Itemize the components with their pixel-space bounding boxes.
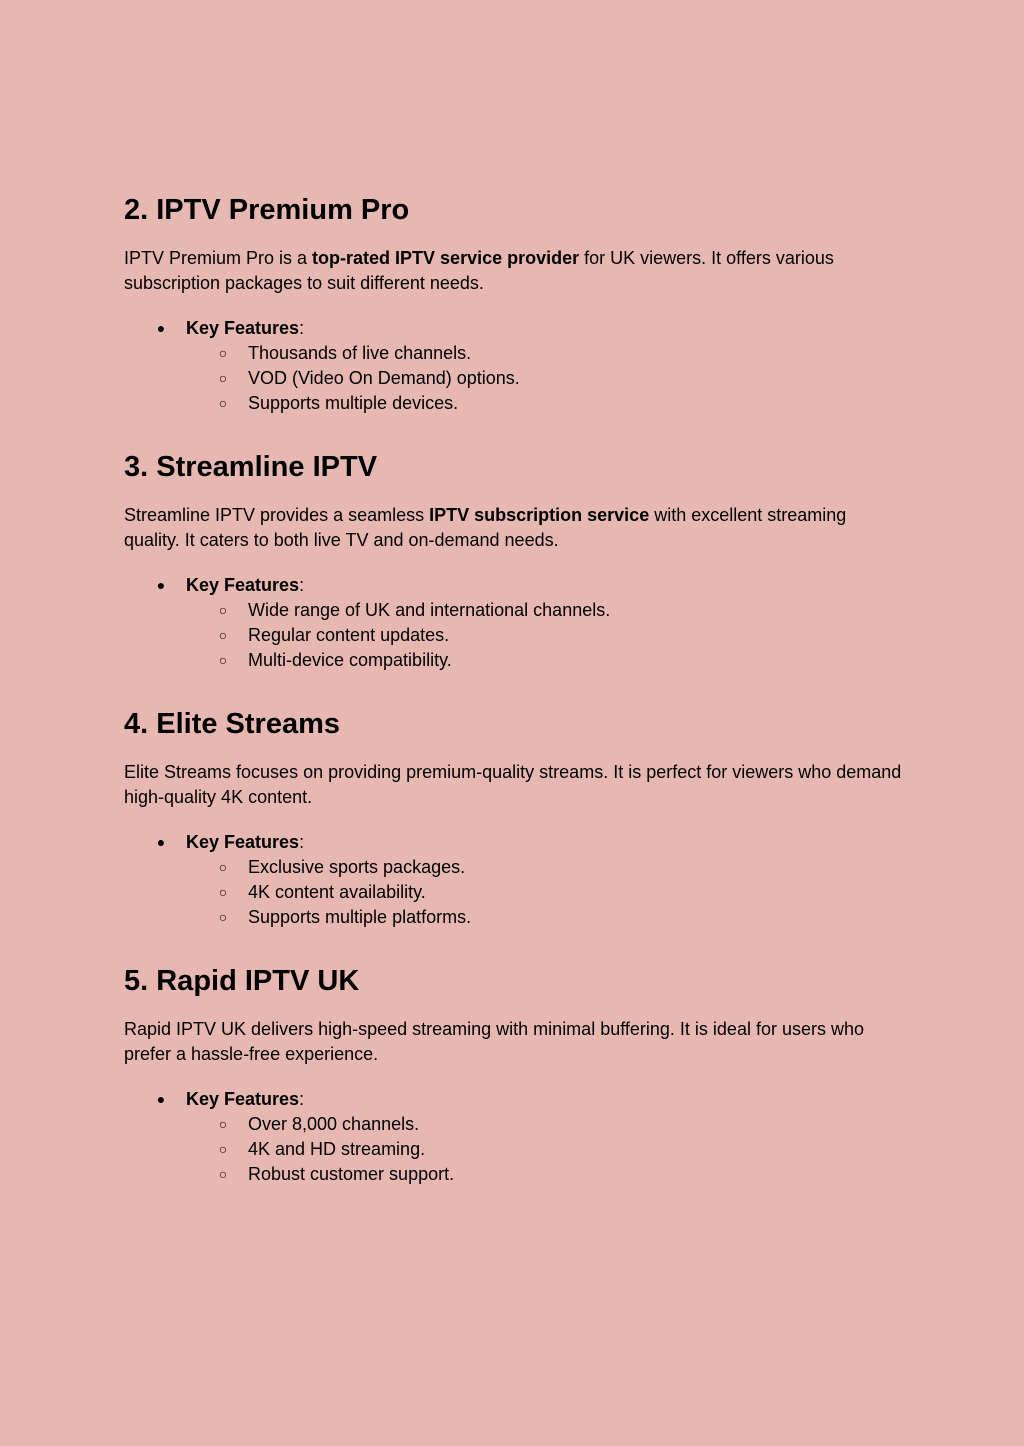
feature-text: 4K content availability.	[248, 882, 426, 902]
key-features-item	[124, 573, 904, 598]
key-features-colon: :	[299, 318, 305, 338]
key-features-list	[124, 1087, 904, 1187]
hollow-bullet-icon: ○	[218, 859, 228, 875]
key-features-label: Key Features	[186, 832, 300, 852]
feature-list-item	[124, 341, 904, 366]
feature-text: Supports multiple devices.	[248, 393, 459, 413]
feature-list-item	[124, 1162, 904, 1187]
key-features-colon: :	[299, 575, 305, 595]
feature-list-item	[124, 623, 904, 648]
section-intro	[124, 503, 904, 553]
section-heading: 5. Rapid IPTV UK	[124, 965, 360, 997]
document-page	[124, 190, 904, 1187]
feature-text: VOD (Video On Demand) options.	[248, 368, 520, 388]
feature-list-item	[124, 648, 904, 673]
hollow-bullet-icon: ○	[218, 1141, 228, 1157]
feature-list-item	[124, 1112, 904, 1137]
intro-text: IPTV Premium Pro is a	[124, 248, 313, 268]
feature-text: Exclusive sports packages.	[248, 857, 466, 877]
hollow-bullet-icon: ○	[218, 395, 228, 411]
feature-list-item	[124, 855, 904, 880]
intro-bold-text: IPTV subscription service	[429, 505, 650, 525]
feature-list-item	[124, 1137, 904, 1162]
filled-bullet-icon: ●	[156, 834, 166, 850]
key-features-label: Key Features	[186, 318, 300, 338]
section-intro	[124, 246, 904, 296]
key-features-list	[124, 573, 904, 673]
intro-text: Elite Streams focuses on providing premium-quality streams. It is perfect for viewers who demand high-quality 4K content.	[124, 762, 902, 807]
section-elite-streams	[124, 704, 904, 930]
key-features-item	[124, 830, 904, 855]
filled-bullet-icon: ●	[156, 577, 166, 593]
feature-text: Regular content updates.	[248, 625, 450, 645]
intro-text: Rapid IPTV UK delivers high-speed streaming with minimal buffering. It is ideal for users who prefer a hassle-free experience.	[124, 1019, 864, 1064]
hollow-bullet-icon: ○	[218, 1166, 228, 1182]
key-features-list	[124, 830, 904, 930]
feature-list-item	[124, 391, 904, 416]
hollow-bullet-icon: ○	[218, 884, 228, 900]
feature-text: Wide range of UK and international channels.	[248, 600, 611, 620]
section-iptv-premium-pro	[124, 190, 904, 416]
key-features-label: Key Features	[186, 1089, 300, 1109]
feature-list-item	[124, 905, 904, 930]
filled-bullet-icon: ●	[156, 320, 166, 336]
key-features-list	[124, 316, 904, 416]
section-heading: 4. Elite Streams	[124, 708, 340, 740]
intro-text: Streamline IPTV provides a seamless	[124, 505, 430, 525]
hollow-bullet-icon: ○	[218, 1116, 228, 1132]
section-intro	[124, 1017, 904, 1067]
section-intro	[124, 760, 904, 810]
feature-text: Thousands of live channels.	[248, 343, 472, 363]
key-features-colon: :	[299, 1089, 305, 1109]
section-rapid-iptv-uk	[124, 961, 904, 1187]
hollow-bullet-icon: ○	[218, 345, 228, 361]
key-features-colon: :	[299, 832, 305, 852]
feature-text: Robust customer support.	[248, 1164, 455, 1184]
intro-text-continued: for UK viewers. It offers various subscription packages to suit different needs.	[124, 248, 834, 293]
intro-text-continued: with excellent streaming quality. It caters to both live TV and on-demand needs.	[124, 505, 847, 550]
feature-text: Multi-device compatibility.	[248, 650, 452, 670]
key-features-label: Key Features	[186, 575, 300, 595]
feature-text: 4K and HD streaming.	[248, 1139, 426, 1159]
feature-list-item	[124, 880, 904, 905]
intro-bold-text: top-rated IPTV service provider	[312, 248, 580, 268]
hollow-bullet-icon: ○	[218, 370, 228, 386]
section-streamline-iptv	[124, 447, 904, 673]
feature-list-item	[124, 366, 904, 391]
filled-bullet-icon: ●	[156, 1091, 166, 1107]
feature-text: Over 8,000 channels.	[248, 1114, 420, 1134]
key-features-item	[124, 1087, 904, 1112]
hollow-bullet-icon: ○	[218, 652, 228, 668]
key-features-item	[124, 316, 904, 341]
feature-list-item	[124, 598, 904, 623]
hollow-bullet-icon: ○	[218, 627, 228, 643]
hollow-bullet-icon: ○	[218, 602, 228, 618]
hollow-bullet-icon: ○	[218, 909, 228, 925]
section-heading: 3. Streamline IPTV	[124, 451, 378, 483]
feature-text: Supports multiple platforms.	[248, 907, 472, 927]
section-heading: 2. IPTV Premium Pro	[124, 194, 410, 226]
